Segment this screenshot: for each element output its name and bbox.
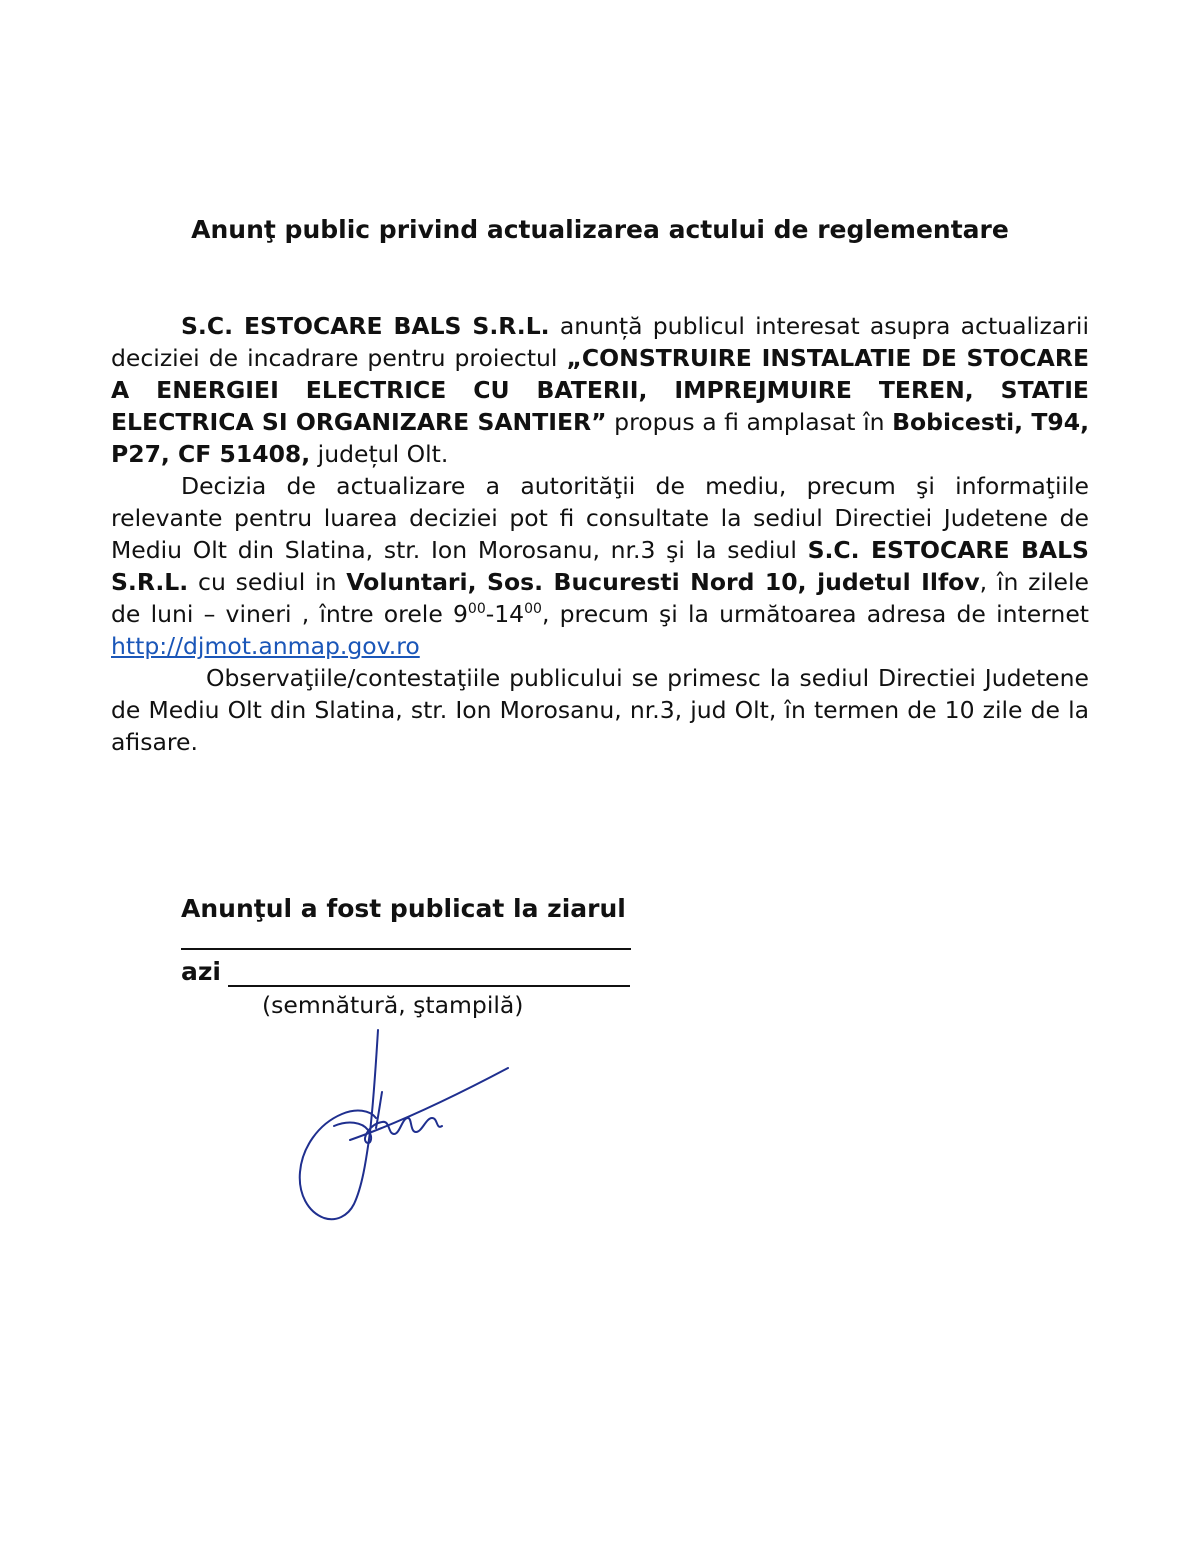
company-name-2: S.C. ESTOCARE BALS S.R.L.	[111, 536, 1089, 596]
paragraph-2-text-b: cu sediul in	[188, 568, 347, 596]
hours-end-sup: 00	[524, 601, 542, 618]
document-title: Anunţ public privind actualizarea actului de reglementare	[191, 215, 1009, 244]
handwritten-signature	[290, 1022, 520, 1222]
paragraph-1-text-b: propus a fi amplasat în	[606, 408, 893, 436]
paragraph-2-text-a: Decizia de actualizare a autorităţii de mediu, precum şi informaţiile relevante pentru luarea deciziei pot fi consultate la sediul Directiei Judetene de Mediu Olt din Slatina, str. Ion Morosanu, nr.3 şi la sediul	[111, 472, 1089, 564]
website-link[interactable]: http://djmot.anmap.gov.ro	[111, 632, 420, 660]
paragraph-2-text-c: , în zilele de luni – vineri , între orele 9	[111, 568, 1089, 628]
newspaper-blank-line	[181, 948, 631, 950]
paragraph-2-text-d: -14	[485, 600, 525, 628]
project-location: Bobicesti, T94, P27, CF 51408,	[111, 408, 1089, 468]
publication-label: Anunţul a fost publicat la ziarul	[181, 894, 626, 923]
company-address: Voluntari, Sos. Bucuresti Nord 10, judetul Ilfov	[346, 568, 980, 596]
company-name: S.C. ESTOCARE BALS S.R.L.	[181, 312, 550, 340]
paragraph-2	[111, 470, 1089, 662]
paragraph-3: Observaţiile/contestaţiile publicului se primesc la sediul Directiei Judetene de Mediu Olt din Slatina, str. Ion Morosanu, nr.3, jud Olt, în termen de 10 zile de la afisare.	[111, 664, 1089, 756]
paragraph-1-text-c: județul Olt.	[310, 440, 449, 468]
paragraph-2-text-e: , precum şi la următoarea adresa de internet	[541, 600, 1089, 628]
azi-label: azi	[181, 957, 221, 986]
hours-start-sup: 00	[467, 601, 486, 618]
announcement-body	[111, 310, 1089, 758]
signature-caption: (semnătură, ştampilă)	[262, 991, 524, 1019]
paragraph-1-text-a: anunță publicul interesat asupra actualizarii deciziei de incadrare pentru proiectul	[111, 312, 1089, 372]
project-title: „CONSTRUIRE INSTALATIE DE STOCARE A ENERGIEI ELECTRICE CU BATERII, IMPREJMUIRE TEREN, STATIE ELECTRICA SI ORGANIZARE SANTIER”	[111, 344, 1089, 436]
date-blank-line	[228, 985, 630, 987]
paragraph-1	[111, 310, 1089, 470]
